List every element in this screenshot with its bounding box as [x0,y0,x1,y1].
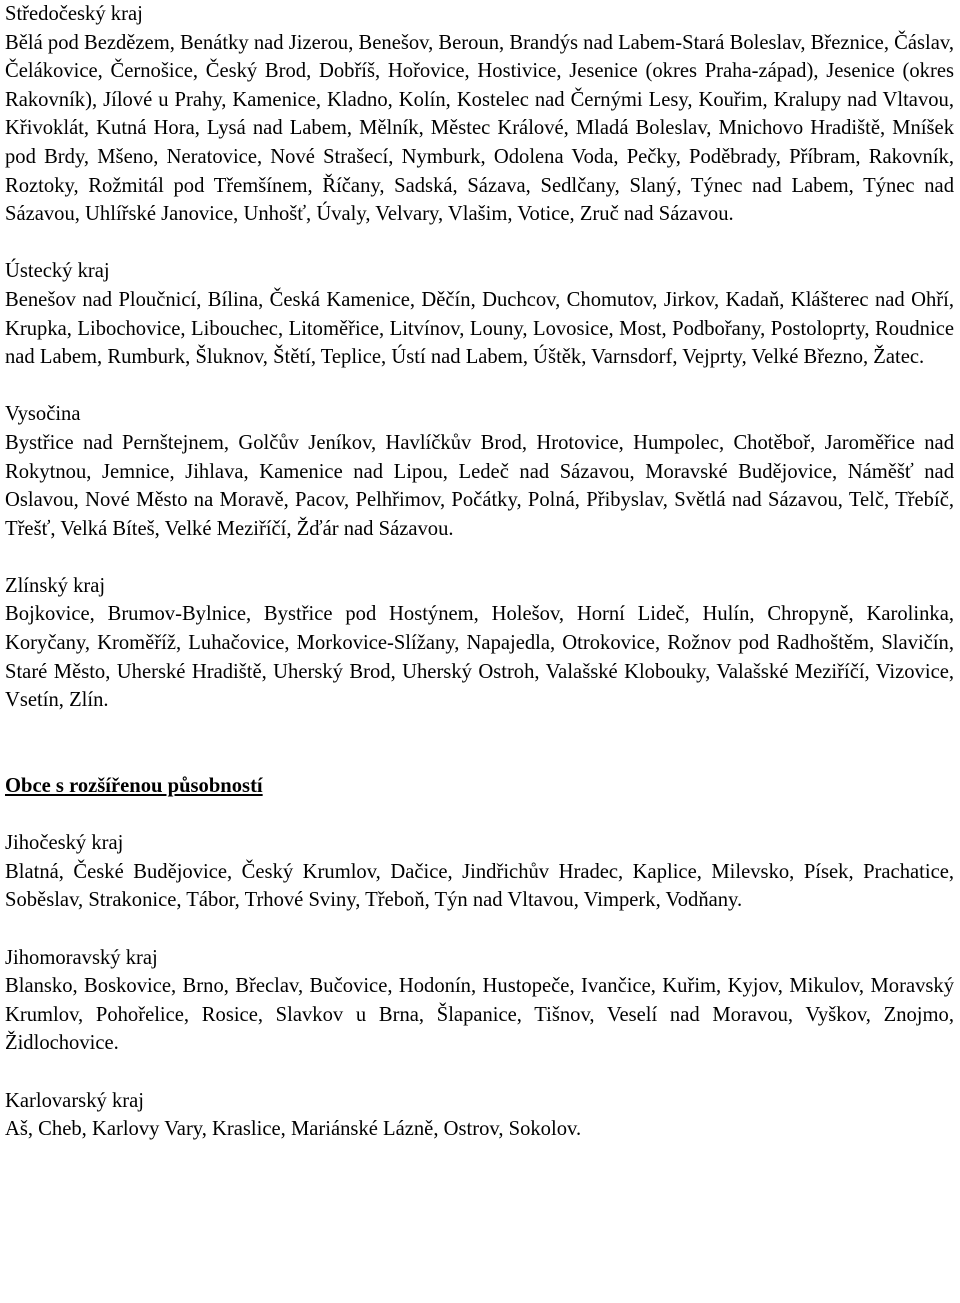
region-block-vysocina [5,400,954,543]
spacer [5,543,954,572]
region-heading: Karlovarský kraj [5,1089,144,1112]
region-block-jihocesky [5,829,954,915]
section-title: Obce s rozšířenou působností [5,775,263,798]
region-block-ustecky [5,257,954,371]
region-heading: Zlínský kraj [5,574,106,597]
town-list: Blatná, České Budějovice, Český Krumlov, Dačice, Jindřichův Hradec, Kaplice, Milevsko, Písek, Prachatice, Soběslav, Strakonice, Tábor, Trhové Sviny, Třeboň, Týn nad Vltavou, Vimperk, Vodňany. [5,860,954,912]
town-list: Blansko, Boskovice, Brno, Břeclav, Bučovice, Hodonín, Hustopeče, Ivančice, Kuřim, Kyjov, Mikulov, Moravský Krumlov, Pohořelice, Rosice, Slavkov u Brna, Šlapanice, Tišnov, Veselí nad Moravou, Vyškov, Znojmo, Židlochovice. [5,975,954,1055]
town-list: Bystřice nad Pernštejnem, Golčův Jeníkov, Havlíčkův Brod, Hrotovice, Humpolec, Chotěboř, Jaroměřice nad Rokytnou, Jemnice, Jihlava, Kamenice nad Lipou, Ledeč nad Sázavou, Moravské Budějovice, Náměšť nad Oslavou, Nové Město na Moravě, Pacov, Pelhřimov, Počátky, Polná, Přibyslav, Světlá nad Sázavou, Telč, Třebíč, Třešť, Velká Bíteš, Velké Meziříčí, Žďár nad Sázavou. [5,431,954,540]
spacer [5,801,954,830]
town-list: Bělá pod Bezdězem, Benátky nad Jizerou, Benešov, Beroun, Brandýs nad Labem-Stará Boleslav, Březnice, Čáslav, Čelákovice, Černošice, Český Brod, Dobříš, Hořovice, Hostivice, Jesenice (okres Praha-západ), Jesenice (okres Rakovník), Jílové u Prahy, Kamenice, Kladno, Kolín, Kostelec nad Černými Lesy, Kouřim, Kralupy nad Vltavou, Křivoklát, Kutná Hora, Lysá nad Labem, Mělník, Městec Králové, Mladá Boleslav, Mnichovo Hradiště, Mníšek pod Brdy, Mšeno, Neratovice, Nové Strašecí, Nymburk, Odolena Voda, Pečky, Poděbrady, Příbram, Rakovník, Roztoky, Rožmitál pod Třemšínem, Říčany, Sadská, Sázava, Sedlčany, Slaný, Týnec nad Labem, Týnec nad Sázavou, Uhlířské Janovice, Unhošť, Úvaly, Velvary, Vlašim, Votice, Zruč nad Sázavou. [5,31,954,226]
spacer [5,1058,954,1087]
region-block-karlovarsky [5,1087,954,1144]
town-list: Benešov nad Ploučnicí, Bílina, Česká Kamenice, Děčín, Duchcov, Chomutov, Jirkov, Kadaň, Klášterec nad Ohří, Krupka, Libochovice, Libouchec, Litoměřice, Litvínov, Louny, Lovosice, Most, Podbořany, Postoloprty, Roudnice nad Labem, Rumburk, Šluknov, Štětí, Teplice, Ústí nad Labem, Úštěk, Varnsdorf, Vejprty, Velké Březno, Žatec. [5,288,954,369]
region-block-zlinsky [5,572,954,715]
region-heading: Jihomoravský kraj [5,946,158,969]
region-block-jihomoravsky [5,944,954,1058]
spacer [5,915,954,944]
region-heading: Vysočina [5,403,81,426]
spacer [5,372,954,401]
town-list: Bojkovice, Brumov-Bylnice, Bystřice pod Hostýnem, Holešov, Horní Lideč, Hulín, Chropyně, Karolinka, Koryčany, Kroměříž, Luhačovice, Morkovice-Slížany, Napajedla, Otrokovice, Rožnov pod Radhoštěm, Slavičín, Staré Město, Uherské Hradiště, Uherský Brod, Uherský Ostroh, Valašské Klobouky, Valašské Meziříčí, Vizovice, Vsetín, Zlín. [5,603,954,712]
spacer [5,229,954,258]
region-block-stredocesky [5,0,954,229]
region-heading: Jihočeský kraj [5,832,124,855]
spacer [5,715,954,772]
region-heading: Středočeský kraj [5,3,143,25]
region-heading: Ústecký kraj [5,260,110,283]
town-list: Aš, Cheb, Karlovy Vary, Kraslice, Mariánské Lázně, Ostrov, Sokolov. [5,1118,582,1141]
